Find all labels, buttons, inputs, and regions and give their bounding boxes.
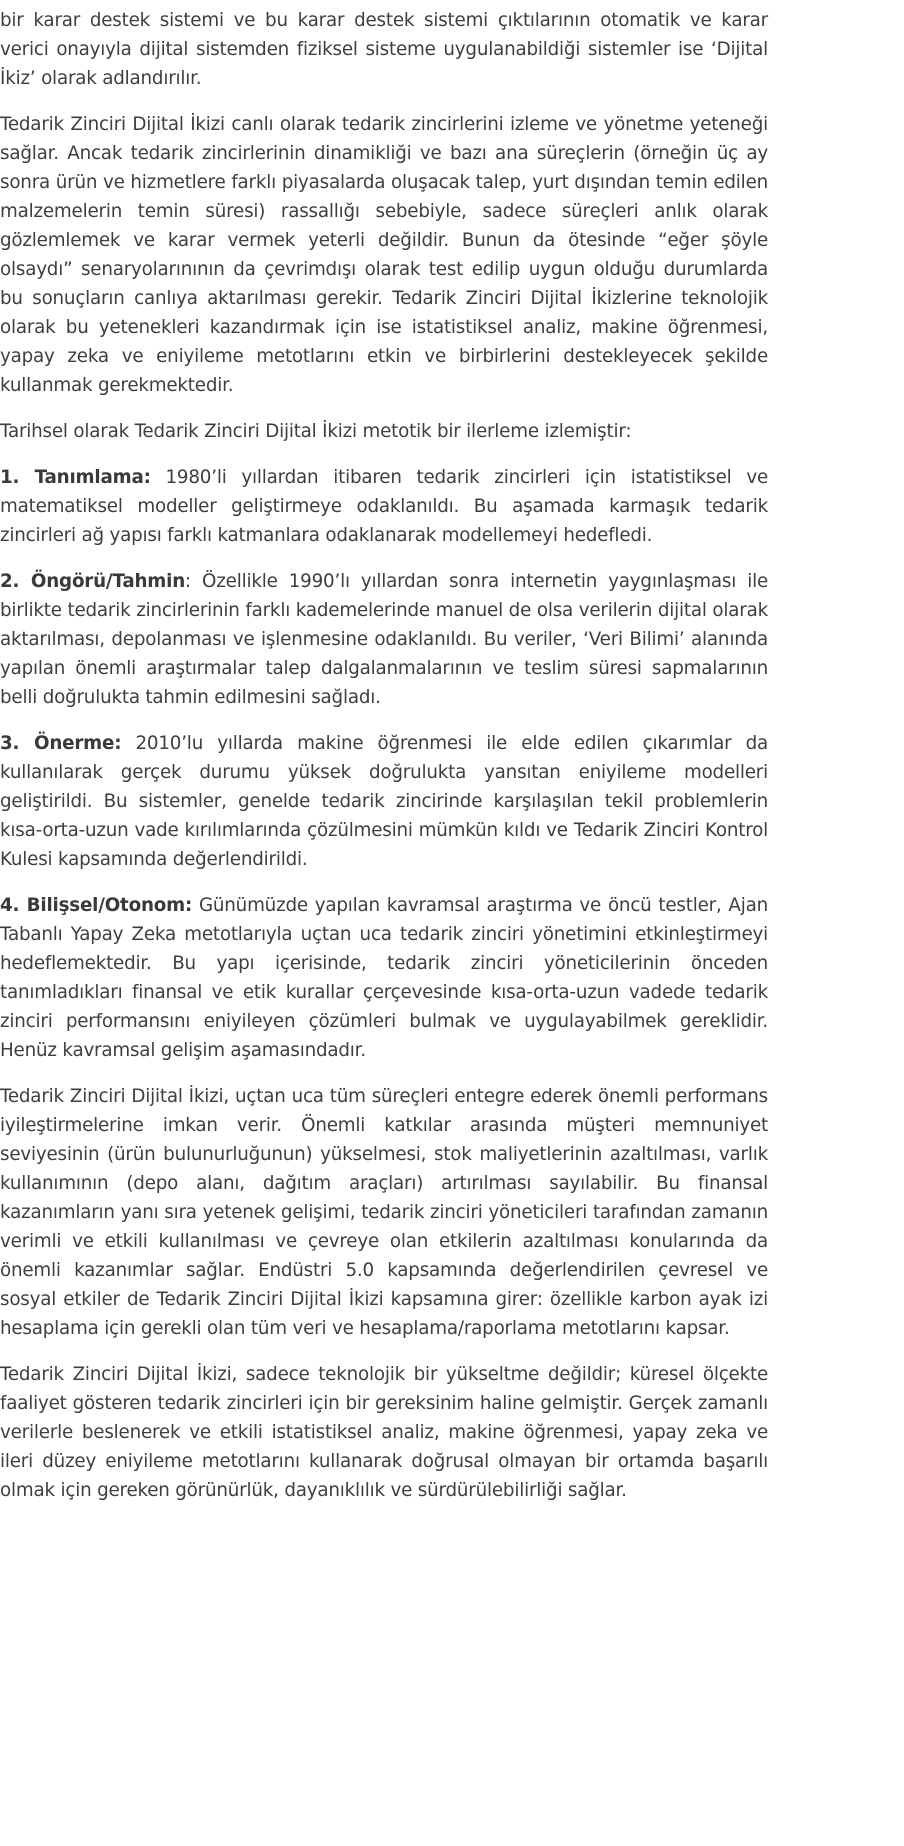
paragraph-text: Tedarik Zinciri Dijital İkizi canlı olarak tedarik zincirlerini izleme ve yönetme yeteneği sağlar. Ancak tedarik zincirlerinin dinamikliği ve bazı ana süreçlerin (örneğin üç ay sonra ürün ve hizmetlere farklı piyasalarda oluşacak talep, yurt dışından temin edilen malzemelerin temin süresi) rassallığı sebebiyle, sadece süreçleri anlık olarak gözlemlemek ve karar vermek yeterli değildir. Bunun da ötesinde “eğer şöyle olsaydı” senaryolarınının da çevrimdışı olarak test edilip uygun olduğu durumlarda bu sonuçların canlıya aktarılması gerekir. Tedarik Zinciri Dijital İkizlerine teknolojik olarak bu yetenekleri kazandırmak için ise istatistiksel analiz, makine öğrenmesi, yapay zeka ve eniyileme metotlarını etkin ve birbirlerini destekleyecek şekilde kullanmak gerekmektedir. [0, 114, 768, 396]
paragraph-digital-twin-capabilities [0, 110, 768, 400]
article-body [0, 6, 904, 1505]
stage-item-4 [0, 891, 768, 1065]
stage-item-1 [0, 463, 768, 550]
paragraph-text: Tarihsel olarak Tedarik Zinciri Dijital İkizi metotik bir ilerleme izlemiştir: [0, 421, 632, 442]
paragraph-text: Tedarik Zinciri Dijital İkizi, sadece teknolojik bir yükseltme değildir; küresel ölçekte faaliyet gösteren tedarik zincirleri için bir gereksinim haline gelmiştir. Gerçek zamanlı verilerle beslenerek ve etkili istatistiksel analiz, makine öğrenmesi, yapay zeka ve ileri düzey eniyileme metotlarını kullanarak doğrusal olmayan bir ortamda başarılı olmak için gereken görünürlük, dayanıklılık ve sürdürülebilirliği sağlar. [0, 1364, 768, 1501]
stage-label: 3. Önerme: [0, 733, 122, 754]
stage-text: : Özellikle 1990’lı yıllardan sonra internetin yaygınlaşması ile birlikte tedarik zincirlerinin farklı kademelerinde manuel de olsa verilerin dijital olarak aktarılması, depolanması ve işlenmesine odaklanıldı. Bu veriler, ‘Veri Bilimi’ alanında yapılan önemli araştırmalar talep dalgalanmalarının ve teslim süresi sapmalarının belli doğrulukta tahmin edilmesini sağladı. [0, 571, 769, 708]
stage-item-3 [0, 729, 768, 874]
paragraph-performance-benefits [0, 1082, 768, 1343]
paragraph-text: Tedarik Zinciri Dijital İkizi, uçtan uca tüm süreçleri entegre ederek önemli performans iyileştirmelerine imkan verir. Önemli katkılar arasında müşteri memnuniyet seviyesinin (ürün bulunurluğunun) yükselmesi, stok maliyetlerinin azaltılması, varlık kullanımının (depo alanı, dağıtım araçları) artırılması sayılabilir. Bu finansal kazanımların yanı sıra yetenek gelişimi, tedarik zinciri yöneticileri tarafından zamanın verimli ve etkili kullanılması ve çevreye olan etkilerin azaltılması konularında da önemli kazanımlar sağlar. Endüstri 5.0 kapsamında değerlendirilen çevresel ve sosyal etkiler de Tedarik Zinciri Dijital İkizi kapsamına girer: özellikle karbon ayak izi hesaplama için gerekli olan tüm veri ve hesaplama/raporlama metotlarını kapsar. [0, 1086, 768, 1339]
stage-text: Günümüzde yapılan kavramsal araştırma ve öncü testler, Ajan Tabanlı Yapay Zeka metotlarıyla uçtan uca tedarik zinciri yönetimini etkinleştirmeyi hedeflemektedir. Bu yapı içerisinde, tedarik zinciri yöneticilerinin önceden tanımladıkları finansal ve etik kurallar çerçevesinde kısa-orta-uzun vadede tedarik zinciri performansını eniyileyen çözümleri bulmak ve uygulayabilmek gereklidir. Henüz kavramsal gelişim aşamasındadır. [0, 895, 768, 1061]
paragraph-text: bir karar destek sistemi ve bu karar destek sistemi çıktılarının otomatik ve karar verici onayıyla dijital sistemden fiziksel sisteme uygulanabildiği sistemler ise ‘Dijital İkiz’ olarak adlandırılır. [0, 10, 768, 89]
paragraph-intro-continuation [0, 6, 768, 93]
stage-label: 2. Öngörü/Tahmin [0, 571, 186, 592]
paragraph-conclusion [0, 1360, 768, 1505]
stage-item-2 [0, 567, 768, 712]
paragraph-history-intro [0, 417, 768, 446]
stage-label: 1. Tanımlama: [0, 467, 151, 488]
stage-text: 2010’lu yıllarda makine öğrenmesi ile elde edilen çıkarımlar da kullanılarak gerçek durumu yüksek doğrulukta yansıtan eniyileme modelleri geliştirildi. Bu sistemler, genelde tedarik zincirinde karşılaşılan tekil problemlerin kısa-orta-uzun vade kırılımlarında çözülmesini mümkün kıldı ve Tedarik Zinciri Kontrol Kulesi kapsamında değerlendirildi. [0, 733, 768, 870]
stage-text: 1980’li yıllardan itibaren tedarik zincirleri için istatistiksel ve matematiksel modeller geliştirmeye odaklanıldı. Bu aşamada karmaşık tedarik zincirleri ağ yapısı farklı katmanlara odaklanarak modellemeyi hedefledi. [0, 467, 768, 546]
stage-label: 4. Bilişsel/Otonom: [0, 895, 193, 916]
